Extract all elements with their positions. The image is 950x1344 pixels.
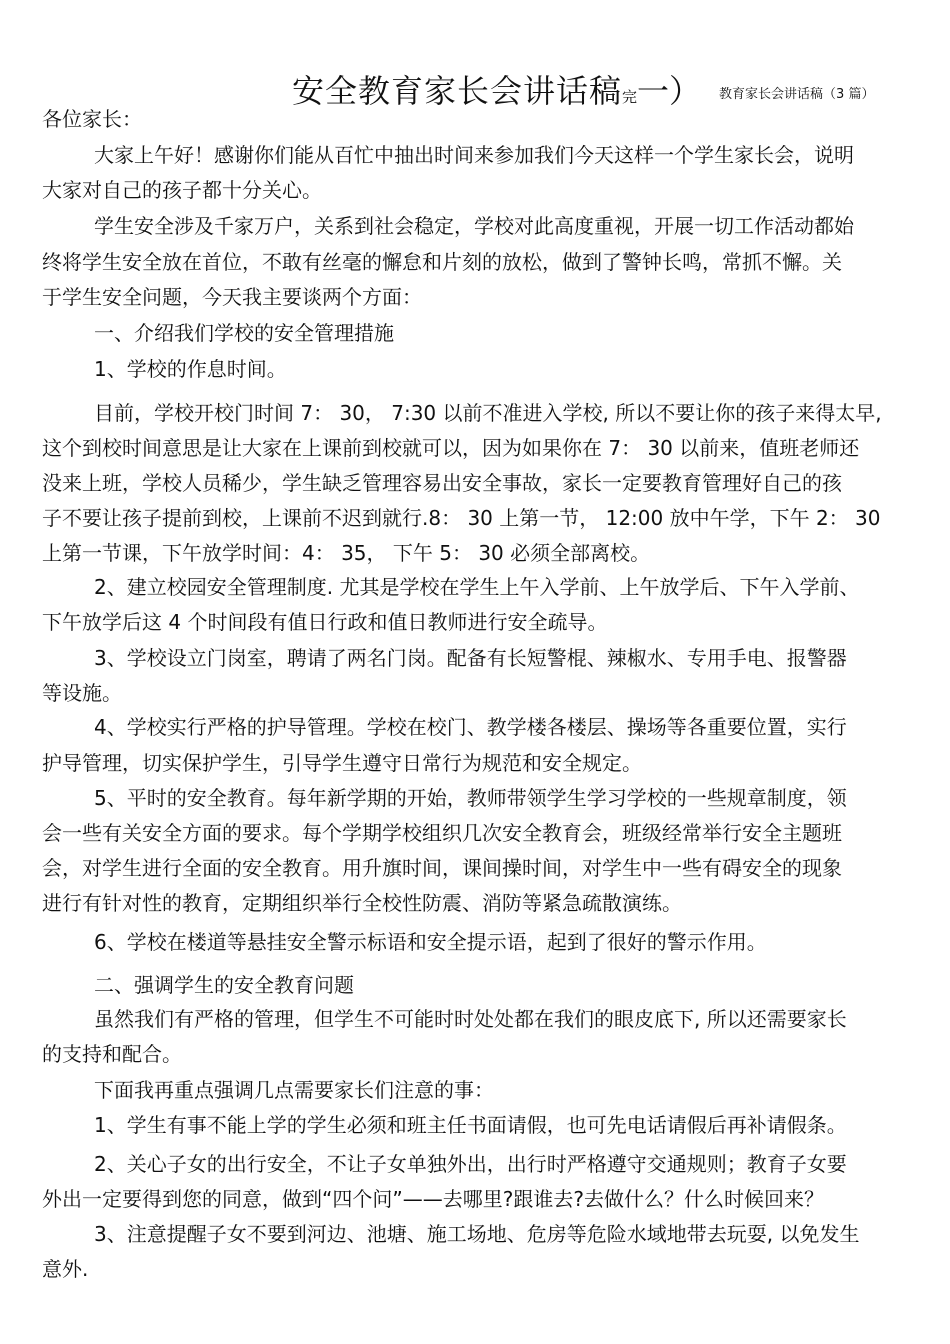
subsection-heading: 1、学校的作息时间。 — [94, 357, 287, 381]
paragraph-line: 4、学校实行严格的护导管理。学校在校门、教学楼各楼层、操场等各重要位置，实行 — [94, 715, 847, 739]
paragraph-line: 下面我再重点强调几点需要家长们注意的事： — [94, 1078, 494, 1102]
paragraph-line: 意外. — [42, 1257, 89, 1281]
paragraph-line: 3、学校设立门岗室，聘请了两名门岗。配备有长短警棍、辣椒水、专用手电、报警器 — [94, 646, 847, 670]
paragraph-line: 这个到校时间意思是让大家在上课前到校就可以，因为如果你在 7： 30 以前来，值班老师还 — [42, 436, 860, 460]
title-tail: 一） — [637, 72, 702, 110]
title-small: 完 — [622, 88, 638, 106]
paragraph-line: 终将学生安全放在首位，不敢有丝毫的懈怠和片刻的放松，做到了警钟长鸣，常抓不懈。关 — [42, 250, 842, 274]
paragraph-line: 5、平时的安全教育。每年新学期的开始，教师带领学生学习学校的一些规章制度，领 — [94, 786, 847, 810]
title-subtitle: 教育家长会讲话稿（3 篇） — [719, 87, 875, 102]
paragraph-line: 大家对自己的孩子都十分关心。 — [42, 178, 322, 202]
document-title — [292, 66, 932, 110]
paragraph-line: 等设施。 — [42, 681, 122, 705]
paragraph-line: 2、建立校园安全管理制度. 尤其是学校在学生上午入学前、上午放学后、下午入学前、 — [94, 575, 860, 599]
paragraph-line: 子不要让孩子提前到校，上课前不迟到就行.8： 30 上第一节， 12:00 放中午学，下午 2： 30 — [42, 506, 881, 530]
paragraph-line: 外出一定要得到您的同意，做到“四个问”——去哪里?跟谁去?去做什么？什么时候回来？ — [42, 1187, 824, 1211]
paragraph-line: 于学生安全问题，今天我主要谈两个方面： — [42, 285, 422, 309]
paragraph-line: 会，对学生进行全面的安全教育。用升旗时间，课间操时间，对学生中一些有碍安全的现象 — [42, 856, 842, 880]
paragraph-line: 2、关心子女的出行安全，不让子女单独外出，出行时严格遵守交通规则；教育子女要 — [94, 1152, 847, 1176]
paragraph-line: 没来上班，学校人员稀少，学生缺乏管理容易出安全事故，家长一定要教育管理好自己的孩 — [42, 471, 842, 495]
paragraph-line: 学生安全涉及千家万户，关系到社会稳定，学校对此高度重视，开展一切工作活动都始 — [94, 214, 854, 238]
paragraph-line: 目前，学校开校门时间 7： 30， 7:30 以前不准进入学校, 所以不要让你的孩子来得太早, — [94, 401, 882, 425]
section-heading: 一、介绍我们学校的安全管理措施 — [94, 321, 394, 345]
paragraph-line: 1、学生有事不能上学的学生必须和班主任书面请假，也可先电话请假后再补请假条。 — [94, 1113, 847, 1137]
paragraph-line: 护导管理，切实保护学生，引导学生遵守日常行为规范和安全规定。 — [42, 751, 642, 775]
paragraph-line: 会一些有关安全方面的要求。每个学期学校组织几次安全教育会，班级经常举行安全主题班 — [42, 821, 842, 845]
greeting: 各位家长： — [42, 107, 142, 131]
paragraph-line: 6、学校在楼道等悬挂安全警示标语和安全提示语，起到了很好的警示作用。 — [94, 930, 767, 954]
paragraph-line: 上第一节课，下午放学时间：4： 35， 下午 5： 30 必须全部离校。 — [42, 541, 651, 565]
paragraph-line: 的支持和配合。 — [42, 1042, 182, 1066]
section-heading: 二、强调学生的安全教育问题 — [94, 973, 354, 997]
paragraph-line: 虽然我们有严格的管理，但学生不可能时时处处都在我们的眼皮底下, 所以还需要家长 — [94, 1007, 847, 1031]
paragraph-line: 下午放学后这 4 个时间段有值日行政和值日教师进行安全疏导。 — [42, 610, 608, 634]
paragraph-line: 3、注意提醒子女不要到河边、池塘、施工场地、危房等危险水域地带去玩耍, 以免发生 — [94, 1222, 860, 1246]
paragraph-line: 进行有针对性的教育，定期组织举行全校性防震、消防等紧急疏散演练。 — [42, 891, 682, 915]
title-main: 安全教育家长会讲话稿 — [292, 72, 623, 110]
paragraph-line: 大家上午好！感谢你们能从百忙中抽出时间来参加我们今天这样一个学生家长会，说明 — [94, 143, 854, 167]
